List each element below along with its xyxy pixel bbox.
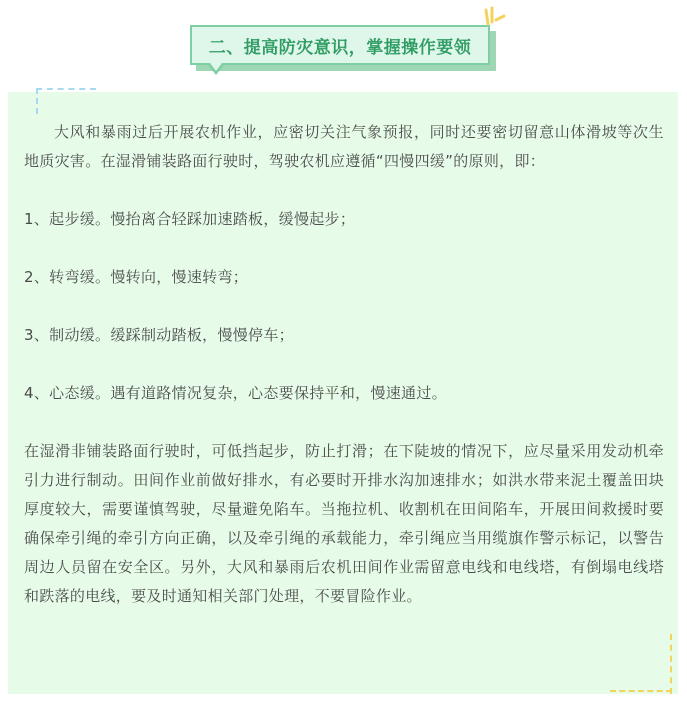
rule-item-4: 4、心态缓。遇有道路情况复杂，心态要保持平和，慢速通过。 (24, 384, 447, 402)
closing-paragraph: 在湿滑非铺装路面行驶时，可低挡起步，防止打滑；在下陡坡的情况下，应尽量采用发动机牵引力进行制动。田间作业前做好排水，有必要时开排水沟加速排水；如洪水带来泥土覆盖田块厚度较大，需要谨慎驾驶，尽量避免陷车。当拖拉机、收割机在田间陷车，开展田间救援时要确保牵引绳的牵引方向正确，以及牵引绳的承载能力，牵引绳应当用缆旗作警示标记，以警告周边人员留在安全区。另外，大风和暴雨后农机田间作业需留意电线和电线塔，有倒塌电线塔和跌落的电线，要及时通知相关部门处理，不要冒险作业。 (24, 442, 664, 605)
section-title: 二、提高防灾意识，掌握操作要领 (208, 37, 472, 58)
article-body (24, 118, 664, 611)
decor-corner-right (670, 634, 672, 694)
section-title-banner (190, 25, 496, 73)
rule-item-3: 3、制动缓。缓踩制动踏板，慢慢停车； (24, 326, 294, 344)
title-tail-inner (210, 63, 222, 71)
decor-corner-left (36, 88, 38, 114)
decor-corner-bottom (610, 690, 672, 692)
rule-item-1: 1、起步缓。慢抬离合轻踩加速踏板，缓慢起步； (24, 210, 356, 228)
rule-item-2: 2、转弯缓。慢转向，慢速转弯； (24, 268, 249, 286)
sparkle-icon (478, 6, 506, 34)
decor-corner-top (36, 88, 96, 102)
intro-paragraph: 大风和暴雨过后开展农机作业，应密切关注气象预报，同时还要密切留意山体滑坡等次生地质灾害。在湿滑铺装路面行驶时，驾驶农机应遵循“四慢四缓”的原则，即： (24, 123, 664, 170)
title-box (190, 25, 490, 65)
